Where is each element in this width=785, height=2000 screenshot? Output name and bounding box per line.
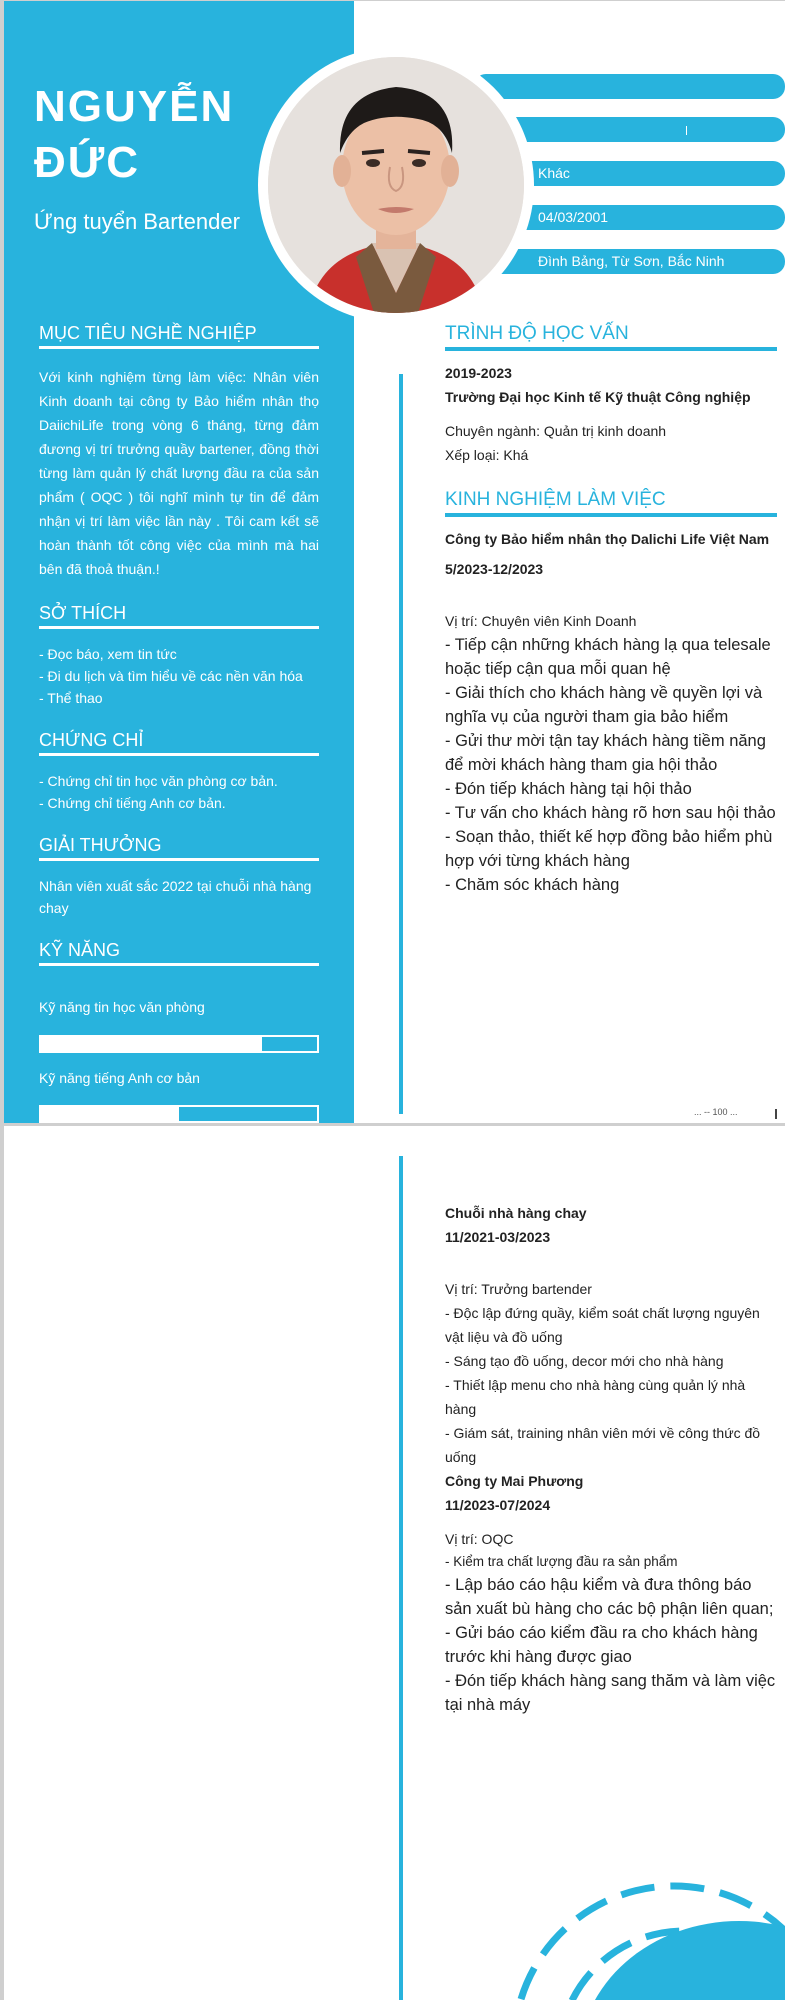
page-footer-fragment: ... -- 100 ... <box>694 1107 738 1117</box>
experience-heading: KINH NGHIỆM LÀM VIỆC <box>445 489 777 517</box>
job-duty: - Sáng tạo đồ uống, decor mới cho nhà hàng <box>445 1353 724 1369</box>
objective-section <box>39 323 319 581</box>
education-school: Trường Đại học Kinh tế Kỹ thuật Công nghiệp <box>445 389 751 405</box>
awards-heading: GIẢI THƯỞNG <box>39 835 319 861</box>
hobbies-section <box>39 603 319 709</box>
education-rank: Xếp loại: Khá <box>445 447 529 463</box>
job-position: Vị trí: Chuyên viên Kinh Doanh <box>445 613 637 629</box>
contact-pill-empty <box>474 74 785 99</box>
contact-other: Khác <box>474 161 785 186</box>
job-duty: - Soạn thảo, thiết kế hợp đồng bảo hiểm phù hợp với từng khách hàng <box>445 828 773 870</box>
decorative-circles <box>4 1126 785 2000</box>
certificate-item: - Chứng chỉ tiếng Anh cơ bản. <box>39 795 226 811</box>
job-position: Vị trí: OQC <box>445 1531 514 1547</box>
profile-photo-frame <box>258 47 534 323</box>
hobbies-heading: SỞ THÍCH <box>39 603 319 629</box>
skill-label: Kỹ năng tiếng Anh cơ bản <box>39 1070 200 1086</box>
hobby-item: - Thể thao <box>39 690 103 706</box>
job-duty: - Giải thích cho khách hàng về quyền lợi và nghĩa vụ của người tham gia bảo hiểm <box>445 684 763 726</box>
job-company: Chuỗi nhà hàng chay <box>445 1205 587 1221</box>
objective-text: Với kinh nghiệm từng làm việc: Nhân viên Kinh doanh tại công ty Bảo hiểm nhân thọ DaiichiLife trong vòng 6 tháng, từng đảm đương vị trí trưởng quầy bartener, đồng thời từng làm quản lý chất lượng đầu ra của sản phẩm ( OQC ) tôi nghĩ mình tự tin để đảm nhận vị trí làm việc lần này . Tôi cam kết sẽ hoàn thành tốt công việc của mình mà hai bên đã thoả thuận.! <box>39 369 319 577</box>
job-period: 5/2023-12/2023 <box>445 561 544 577</box>
cv-page-1 <box>4 1 785 1123</box>
job-period: 11/2023-07/2024 <box>445 1497 551 1513</box>
job-position: Vị trí: Trưởng bartender <box>445 1281 592 1297</box>
skill-label: Kỹ năng tin học văn phòng <box>39 999 205 1015</box>
name-line-2: ĐỨC <box>34 138 141 187</box>
education-section <box>445 323 777 467</box>
experience-section <box>445 489 777 897</box>
hobby-item: - Đi du lịch và tìm hiểu về các nền văn hóa <box>39 668 303 684</box>
pill-tick <box>686 126 687 135</box>
job-period: 11/2021-03/2023 <box>445 1229 551 1245</box>
cv-page-2 <box>4 1126 785 2000</box>
education-heading: TRÌNH ĐỘ HỌC VẤN <box>445 323 777 351</box>
profile-photo <box>268 57 524 313</box>
job-duty: - Tiếp cận những khách hàng lạ qua telesale hoặc tiếp cận qua mỗi quan hệ <box>445 636 771 678</box>
portrait-illustration <box>268 57 524 313</box>
education-years: 2019-2023 <box>445 365 512 381</box>
job-duty-small: - Kiểm tra chất lượng đầu ra sản phẩm <box>445 1554 678 1569</box>
skill-bar <box>39 1035 319 1053</box>
job-duty: - Gửi báo cáo kiểm đầu ra cho khách hàng trước khi hàng được giao <box>445 1624 758 1666</box>
job-duty: - Lập báo cáo hậu kiểm và đưa thông báo sản xuất bù hàng cho các bộ phận liên quan; <box>445 1576 774 1618</box>
job-company: Công ty Mai Phương <box>445 1473 584 1489</box>
skills-section <box>39 940 319 966</box>
page-footer-mark <box>775 1109 777 1119</box>
objective-heading: MỤC TIÊU NGHỀ NGHIỆP <box>39 323 319 349</box>
timeline-line <box>399 374 403 1114</box>
candidate-name <box>34 79 234 191</box>
job-company: Công ty Bảo hiểm nhân thọ Dalichi Life Việt Nam <box>445 531 770 547</box>
job-duty: - Độc lập đứng quầy, kiểm soát chất lượng nguyên vật liệu và đồ uống <box>445 1305 760 1345</box>
skill-level-fill <box>41 1037 262 1051</box>
awards-section <box>39 835 319 919</box>
certificate-item: - Chứng chỉ tin học văn phòng cơ bản. <box>39 773 278 789</box>
certificates-heading: CHỨNG CHỈ <box>39 730 319 756</box>
contact-dob: 04/03/2001 <box>474 205 785 230</box>
skill-bar <box>39 1105 319 1123</box>
certificates-section <box>39 730 319 814</box>
job-duty: - Thiết lập menu cho nhà hàng cùng quản lý nhà hàng <box>445 1377 746 1417</box>
job-duty: - Đón tiếp khách hàng tại hội thảo <box>445 780 692 798</box>
job-duty: - Gửi thư mời tận tay khách hàng tiềm năng để mời khách hàng tham gia hội thảo <box>445 732 766 774</box>
job-duty: - Chăm sóc khách hàng <box>445 876 620 894</box>
job-duty: - Đón tiếp khách hàng sang thăm và làm việc tại nhà máy <box>445 1672 776 1714</box>
education-major: Chuyên ngành: Quản trị kinh doanh <box>445 423 667 439</box>
name-line-1: NGUYỄN <box>34 82 235 131</box>
job-duty: - Tư vấn cho khách hàng rõ hơn sau hội thảo <box>445 804 776 822</box>
apply-title: Ứng tuyển Bartender <box>34 209 240 234</box>
award-text: Nhân viên xuất sắc 2022 tại chuỗi nhà hàng chay <box>39 878 312 916</box>
hobby-item: - Đọc báo, xem tin tức <box>39 646 177 662</box>
skill-level-fill <box>41 1107 179 1121</box>
job-duty: - Giám sát, training nhân viên mới về công thức đồ uống <box>445 1425 761 1465</box>
skills-heading: KỸ NĂNG <box>39 940 319 966</box>
contact-address: Đình Bảng, Từ Sơn, Bắc Ninh <box>474 249 785 274</box>
